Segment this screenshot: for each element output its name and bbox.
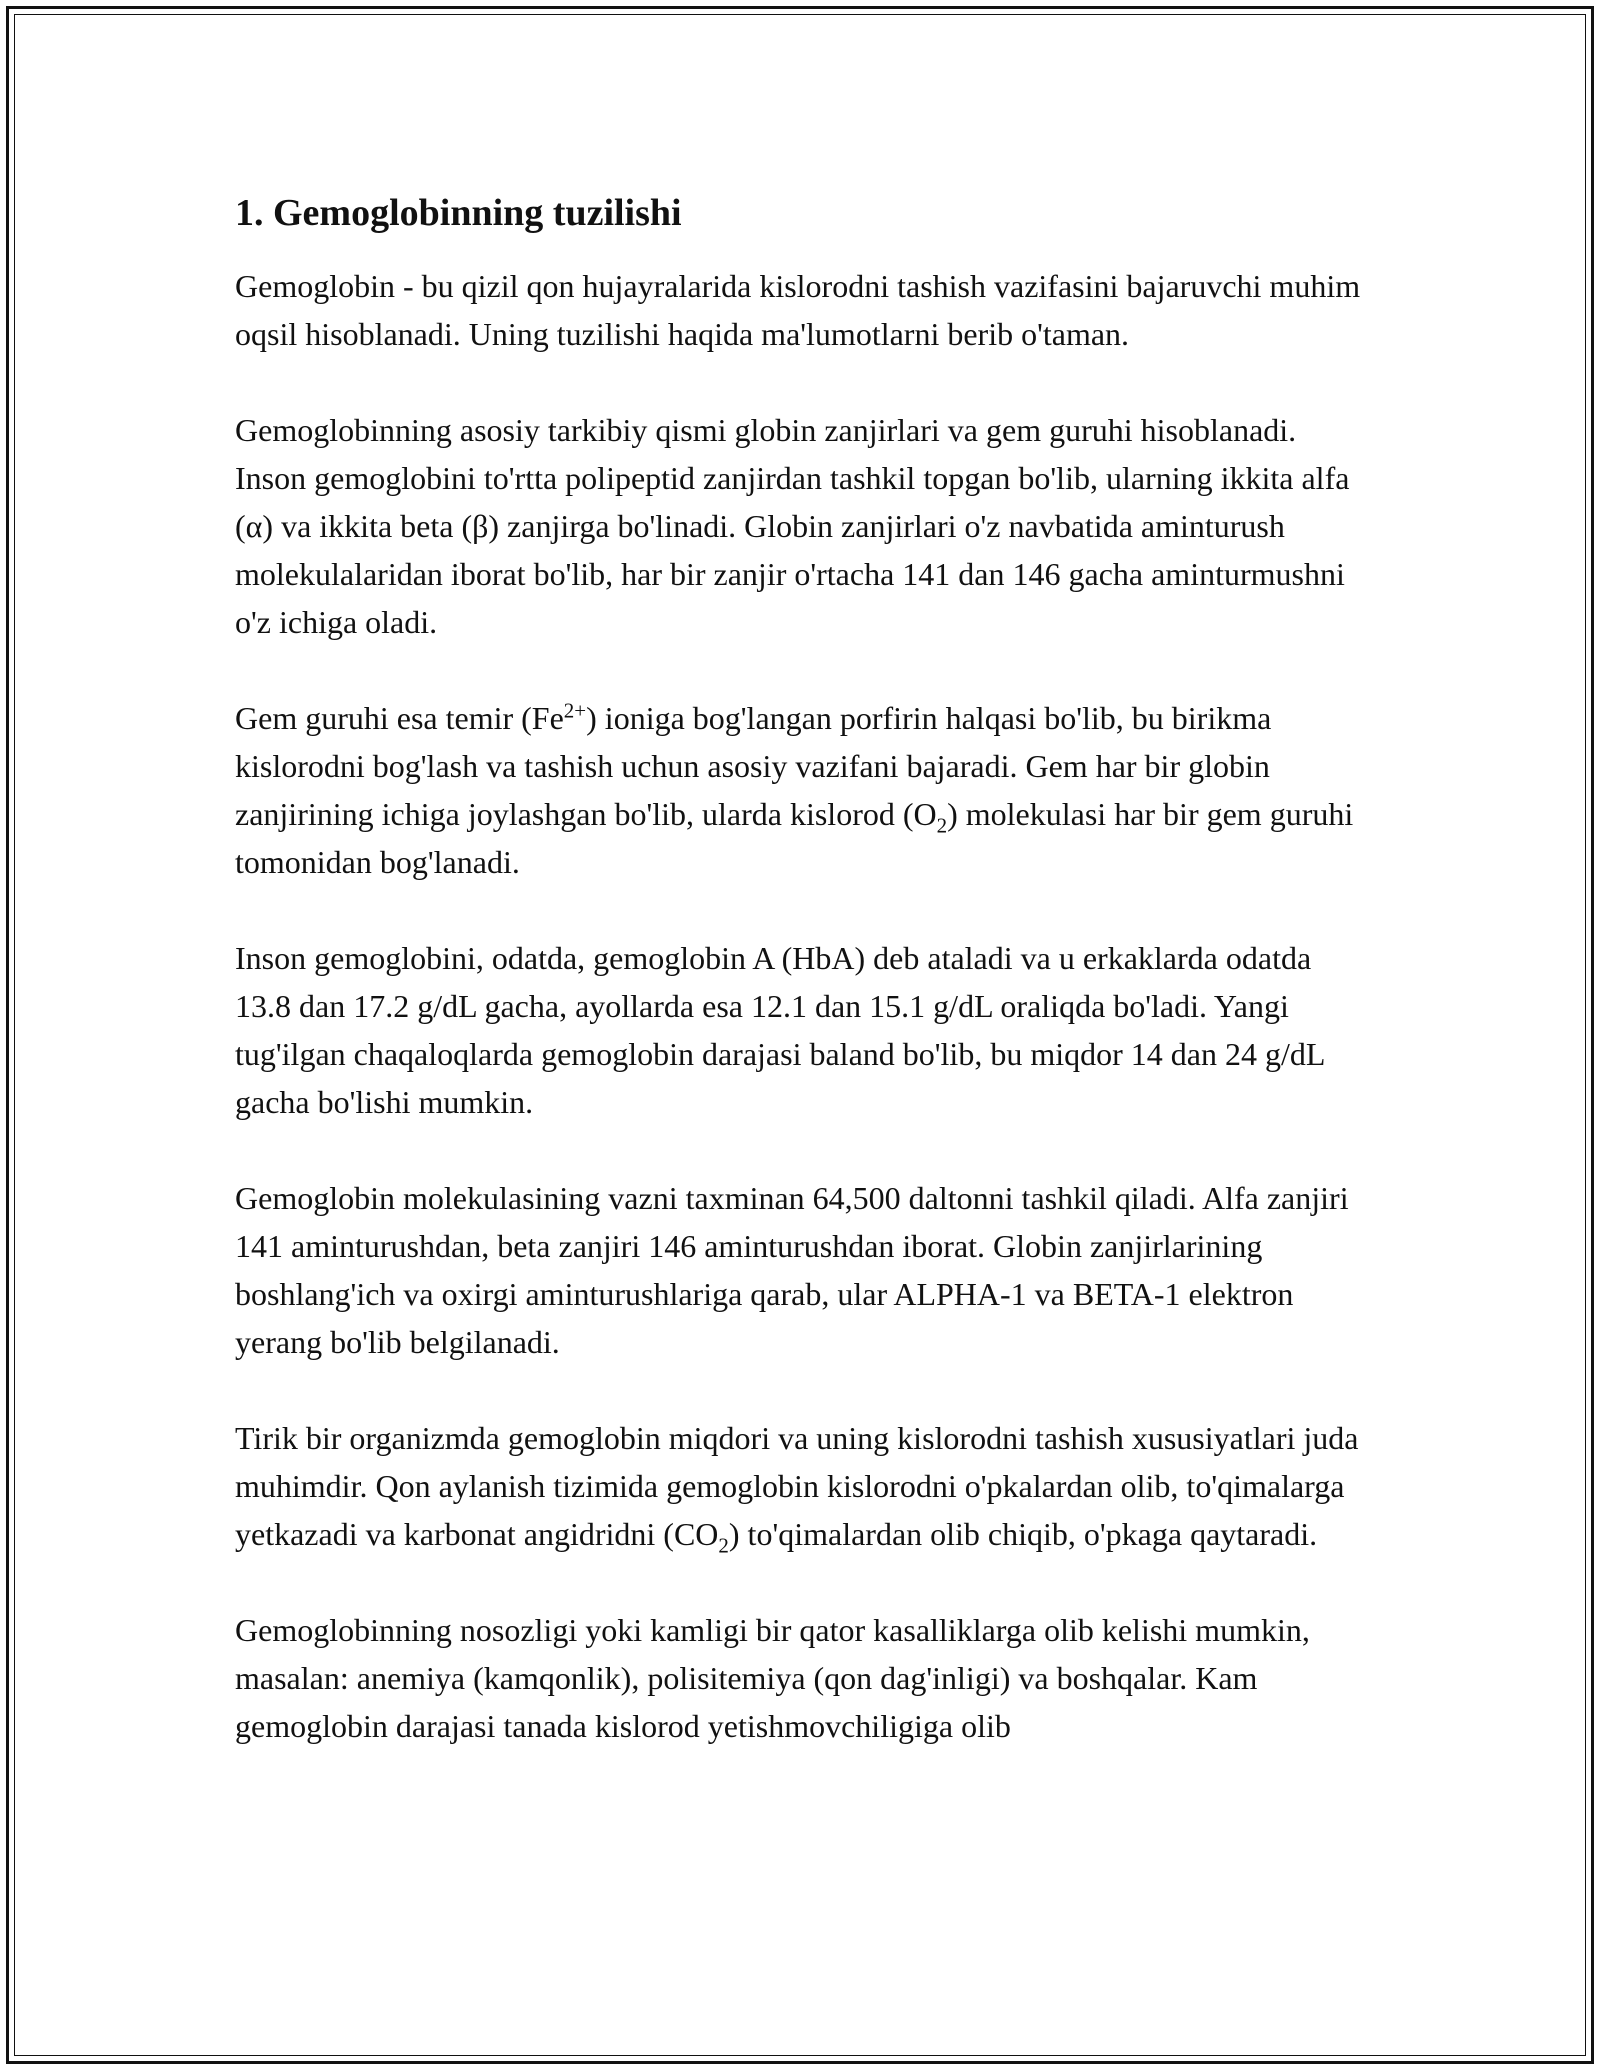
paragraph-normal-levels: Inson gemoglobini, odatda, gemoglobin A (HbA) deb ataladi va u erkaklarda odatda 13.8 dan 17.2 g/dL gacha, ayollarda esa 12.1 dan 15.1 g/dL oraliqda bo'ladi. Yangi tug'ilgan chaqaloqlarda gemoglobin darajasi baland bo'lib, bu miqdor 14 dan 24 g/dL gacha bo'lishi mumkin. (235, 940, 1325, 1120)
text-run: ) to'qimalardan olib chiqib, o'pkaga qaytaradi. (728, 1516, 1318, 1552)
paragraph-structure: Gemoglobinning asosiy tarkibiy qismi globin zanjirlari va gem guruhi hisoblanadi. Inson gemoglobini to'rtta polipeptid zanjirdan tashkil topgan bo'lib, ularning ikkita alfa (α) va ikkita beta (β) zanjirga bo'linadi. Globin zanjirlari o'z navbatida aminturush molekulalaridan iborat bo'lib, har bir zanjir o'rtacha 141 dan 146 gacha aminturmushni o'z ichiga oladi. (235, 412, 1350, 640)
paragraph-oxygen-transport (235, 1414, 1375, 1558)
text-run: Tirik bir organizmda gemoglobin miqdori va uning kislorodni tashish xususiyatlari juda muhimdir. Qon aylanish tizimida gemoglobin kislorodni o'pkalardan olib, to'qimalarga yetkazadi va karbonat angidridni (CO (235, 1420, 1359, 1552)
subscript-index: 2 (936, 813, 948, 838)
superscript-charge: 2+ (563, 698, 587, 723)
paragraph-disorders: Gemoglobinning nosozligi yoki kamligi bir qator kasalliklarga olib kelishi mumkin, masalan: anemiya (kamqonlik), polisitemiya (qon dag'inligi) va boshqalar. Kam gemoglobin darajasi tanada kislorod yetishmovchiligiga olib (235, 1612, 1310, 1744)
subscript-index: 2 (718, 1533, 729, 1558)
document-body (235, 188, 1375, 1798)
text-run: Gem guruhi esa temir (Fe (235, 700, 564, 736)
text-run: ) molekulasi har bir gem guruhi tomonidan bog'lanadi. (235, 796, 1354, 880)
section-heading: 1. Gemoglobinning tuzilishi (235, 192, 682, 234)
text-run: ) ioniga bog'langan porfirin halqasi bo'lib, bu birikma kislorodni bog'lash va tashish uchun asosiy vazifani bajaradi. Gem har bir globin zanjirining ichiga joylashgan bo'lib, ularda kislorod (O (235, 700, 1272, 832)
paragraph-molecular-weight: Gemoglobin molekulasining vazni taxminan 64,500 daltonni tashkil qiladi. Alfa zanjiri 141 aminturushdan, beta zanjiri 146 aminturushdan iborat. Globin zanjirlarining boshlang'ich va oxirgi aminturushlariga qarab, ular ALPHA-1 va BETA-1 elektron yerang bo'lib belgilanadi. (235, 1180, 1349, 1360)
paragraph-heme-group (235, 694, 1375, 886)
paragraph-intro: Gemoglobin - bu qizil qon hujayralarida kislorodni tashish vazifasini bajaruvchi muhim oqsil hisoblanadi. Uning tuzilishi haqida ma'lumotlarni berib o'taman. (235, 268, 1361, 352)
